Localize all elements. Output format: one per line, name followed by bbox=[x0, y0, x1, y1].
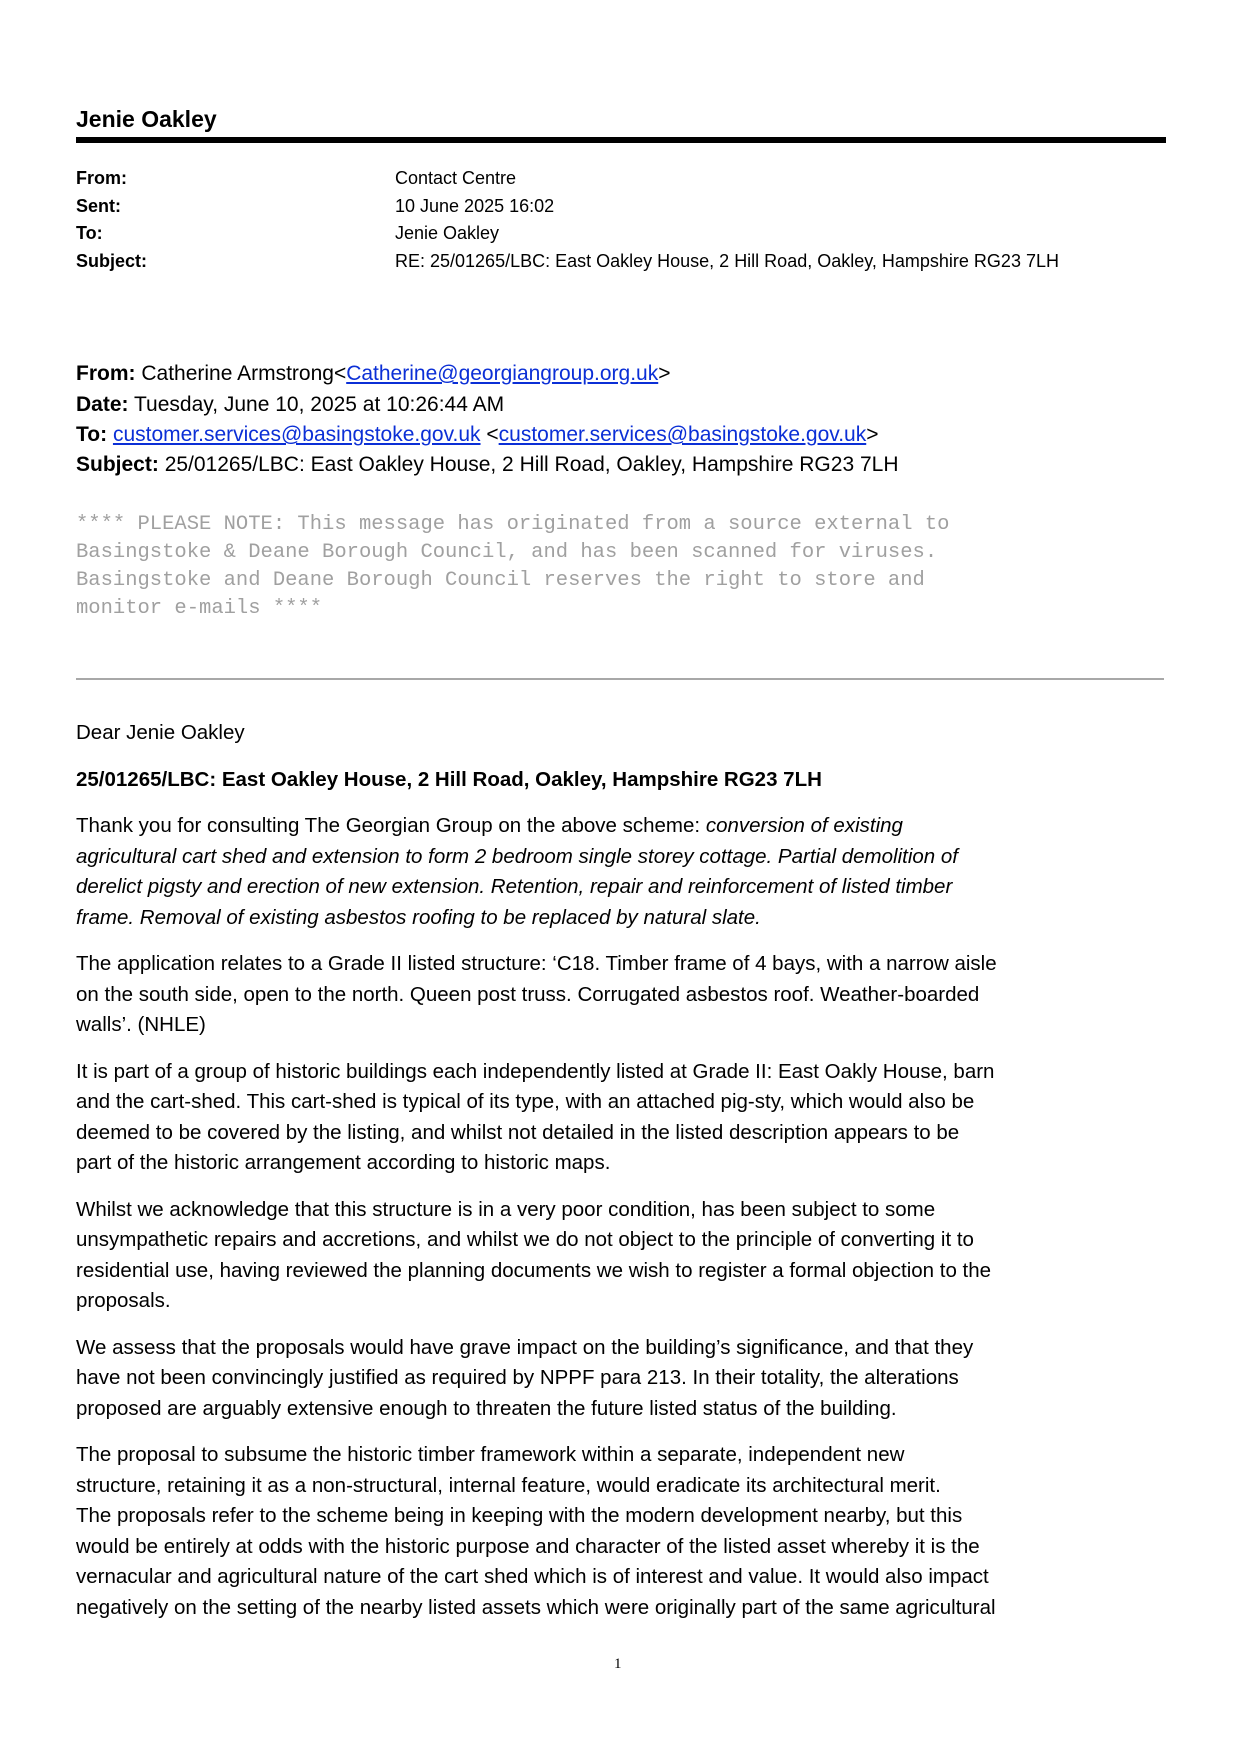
sent-label: Sent: bbox=[76, 196, 121, 216]
separator-rule bbox=[76, 678, 1164, 680]
subject-value: RE: 25/01265/LBC: East Oakley House, 2 Hill Road, Oakley, Hampshire RG23 7LH bbox=[395, 251, 1059, 271]
forwarded-date bbox=[76, 393, 504, 417]
paragraph-5 bbox=[76, 1333, 1176, 1425]
p6-line: vernacular and agricultural nature of the cart shed which is of interest and value. It would also impact bbox=[76, 1565, 989, 1588]
p6-line: The proposal to subsume the historic timber framework within a separate, independent new bbox=[76, 1443, 905, 1466]
forwarded-subject bbox=[76, 453, 899, 477]
fwd-from-label: From: bbox=[76, 362, 136, 385]
p4-line: residential use, having reviewed the planning documents we wish to register a formal objection to the bbox=[76, 1258, 992, 1282]
p5-line: We assess that the proposals would have grave impact on the building’s significance, and that they bbox=[76, 1335, 974, 1359]
p6-line: would be entirely at odds with the historic purpose and character of the listed asset whereby it is the bbox=[76, 1534, 980, 1558]
p1-line: conversion of existing bbox=[705, 814, 903, 837]
p3-line: and the cart-shed. This cart-shed is typical of its type, with an attached pig-sty, which would also be bbox=[76, 1090, 975, 1113]
p1-line: frame. Removal of existing asbestos roofing to be replaced by natural slate. bbox=[76, 905, 761, 929]
p2-line: The application relates to a Grade II listed structure: ‘C18. Timber frame of 4 bays, with a narrow aisle bbox=[76, 952, 997, 975]
fwd-subject-value: 25/01265/LBC: East Oakley House, 2 Hill Road, Oakley, Hampshire RG23 7LH bbox=[164, 453, 899, 476]
paragraph-3 bbox=[76, 1057, 1176, 1179]
paragraph-2 bbox=[76, 949, 1176, 1041]
fwd-to-email-link[interactable]: customer.services@basingstoke.gov.uk bbox=[112, 423, 481, 446]
p1-lead: Thank you for consulting The Georgian Group on the above scheme: bbox=[76, 814, 706, 837]
p4-line: proposals. bbox=[76, 1289, 171, 1312]
from-value: Contact Centre bbox=[395, 168, 517, 188]
p1-line: derelict pigsty and erection of new extension. Retention, repair and reinforcement of listed timber bbox=[76, 875, 953, 898]
fwd-from-email-link[interactable]: Catherine@georgiangroup.org.uk bbox=[346, 362, 659, 385]
forwarded-to: To: customer.services@basingstoke.gov.uk <customer.services@basingstoke.gov.uk> bbox=[76, 423, 879, 446]
notice-line: **** PLEASE NOTE: This message has originated from a source external to bbox=[76, 513, 950, 536]
p2-line: walls’. (NHLE) bbox=[76, 1013, 206, 1036]
p1-line: agricultural cart shed and extension to form 2 bedroom single storey cottage. Partial demolition of bbox=[76, 844, 958, 868]
fwd-to-label: To: bbox=[76, 423, 108, 446]
paragraph-4 bbox=[76, 1195, 1176, 1317]
p6-line: The proposals refer to the scheme being in keeping with the modern development nearby, but this bbox=[76, 1504, 963, 1527]
notice-line: monitor e-mails **** bbox=[76, 597, 323, 620]
p6-line: structure, retaining it as a non-structural, internal feature, would eradicate its architectural merit. bbox=[76, 1473, 941, 1497]
page-number: 1 bbox=[614, 1656, 622, 1672]
p3-line: part of the historic arrangement according to historic maps. bbox=[76, 1151, 611, 1174]
p5-line: have not been convincingly justified as required by NPPF para 213. In their totality, the alterations bbox=[76, 1366, 959, 1389]
letter-heading: 25/01265/LBC: East Oakley House, 2 Hill Road, Oakley, Hampshire RG23 7LH bbox=[76, 767, 822, 791]
p2-line: on the south side, open to the north. Queen post truss. Corrugated asbestos roof. Weather-boarded bbox=[76, 982, 980, 1006]
greeting: Dear Jenie Oakley bbox=[76, 721, 245, 744]
p3-line: It is part of a group of historic buildings each independently listed at Grade II: East Oakly House, barn bbox=[76, 1059, 995, 1083]
p5-line: proposed are arguably extensive enough to threaten the future listed status of the building. bbox=[76, 1396, 897, 1420]
title-rule bbox=[76, 137, 1166, 143]
document-title: Jenie Oakley bbox=[76, 106, 217, 132]
fwd-to-email-link-2[interactable]: customer.services@basingstoke.gov.uk bbox=[498, 423, 867, 446]
from-label: From: bbox=[76, 168, 127, 188]
fwd-date-label: Date: bbox=[76, 393, 129, 416]
fwd-date-value: Tuesday, June 10, 2025 at 10:26:44 AM bbox=[133, 393, 505, 416]
forwarded-from: From: Catherine Armstrong<Catherine@georgiangroup.org.uk> bbox=[76, 362, 671, 385]
to-value: Jenie Oakley bbox=[395, 223, 500, 243]
fwd-from-name: Catherine Armstrong bbox=[141, 362, 334, 385]
notice-line: Basingstoke & Deane Borough Council, and has been scanned for viruses. bbox=[76, 541, 938, 564]
to-label: To: bbox=[76, 223, 103, 243]
fwd-subject-label: Subject: bbox=[76, 453, 159, 476]
letter-body bbox=[76, 718, 1176, 1639]
paragraph-6 bbox=[76, 1440, 1176, 1623]
subject-label: Subject: bbox=[76, 251, 148, 271]
p6-line: negatively on the setting of the nearby listed assets which were originally part of the same agricultural bbox=[76, 1595, 996, 1619]
p3-line: deemed to be covered by the listing, and whilst not detailed in the listed description appears to be bbox=[76, 1120, 960, 1144]
notice-line: Basingstoke and Deane Borough Council reserves the right to store and bbox=[76, 569, 925, 592]
p4-line: unsympathetic repairs and accretions, and whilst we do not object to the principle of converting it to bbox=[76, 1228, 974, 1251]
paragraph-1 bbox=[76, 811, 1176, 933]
sent-value: 10 June 2025 16:02 bbox=[395, 196, 555, 216]
p4-line: Whilst we acknowledge that this structure is in a very poor condition, has been subject to some bbox=[76, 1197, 936, 1221]
